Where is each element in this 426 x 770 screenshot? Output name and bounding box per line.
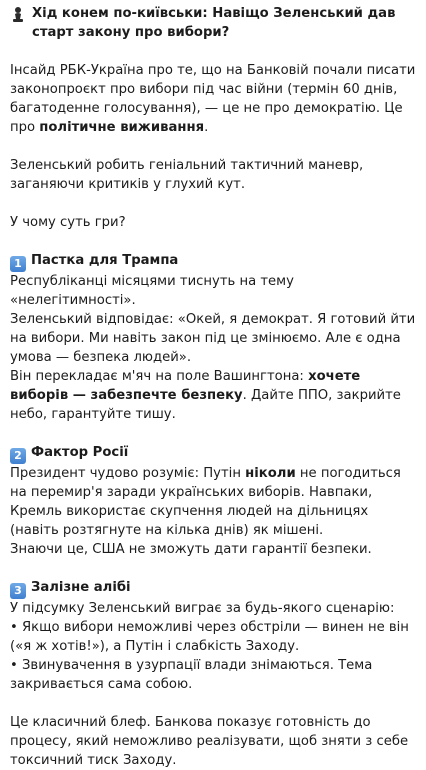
keycap-two-icon: 2: [10, 448, 26, 464]
section-2: [10, 443, 416, 559]
section-3: [10, 578, 416, 694]
post-title: Хід конем по-київськи: Навіщо Зеленський дав старт закону про вибори?: [32, 6, 396, 40]
section-1-line-1: Республіканці місяцями тиснуть на тему «нелегітимності».: [10, 274, 294, 308]
paragraph-conclusion: Це класичний блеф. Банкова показує готовність до процесу, який неможливо реалізувати, щоб зняти з себе токсичний тиск Заходу.: [10, 715, 409, 768]
section-2-line-1-a: Президент чудово розуміє: Путін: [10, 466, 246, 481]
intro-text: Інсайд РБК-Україна про те, що на Банковій почали писати законопроєкт про вибори під час війни (термін 60 днів, багатоденне голосування), — це не про демократію. Це про: [10, 63, 416, 135]
section-2-line-1-bold: ніколи: [245, 466, 296, 481]
section-1: [10, 251, 416, 424]
section-1-line-3-bold: хочете виборів — забезпечте безпеку: [10, 369, 361, 403]
section-3-line-3: • Звинувачення в узурпації влади знімаються. Тема закривається сама собою.: [10, 658, 373, 692]
intro-end: .: [204, 120, 209, 135]
section-2-line-1: [10, 464, 416, 540]
intro-bold: політичне виживання: [39, 120, 205, 135]
keycap-one-icon: 1: [10, 256, 26, 272]
section-3-heading: [10, 578, 416, 599]
section-1-line-3: [10, 367, 416, 424]
post-title-row: [10, 4, 416, 42]
section-1-line-2: Зеленський відповідає: «Окей, я демократ. Я готовий йти на вибори. Ми навіть закон під це змінюємо. Але є одна умова — безпека людей».: [10, 312, 416, 365]
section-1-title: Пастка для Трампа: [31, 253, 179, 268]
paragraph-maneuver: Зеленський робить геніальний тактичний маневр, заганяючи критиків у глухий кут.: [10, 158, 364, 192]
section-1-line-3-a: Він перекладає м'яч на поле Вашингтона:: [10, 369, 309, 384]
section-2-heading: [10, 443, 416, 464]
section-1-heading: [10, 251, 416, 272]
section-3-line-1: У підсумку Зеленський виграє за будь-якого сценарію:: [10, 601, 395, 616]
section-2-title: Фактор Росії: [31, 445, 129, 460]
section-3-line-2: • Якщо вибори неможливі через обстріли — винен не він («я ж хотів!»), а Путін і слабкість Заходу.: [10, 620, 409, 654]
section-3-title: Залізне алібі: [31, 580, 131, 595]
section-2-line-1-c: не погодиться на перемир'я заради українських виборів. Навпаки, Кремль використає скупчення людей на дільницях (навіть розтягнуте на кілька днів) як мішені.: [10, 466, 401, 538]
section-2-line-2: Знаючи це, США не зможуть дати гарантії безпеки.: [10, 542, 372, 557]
paragraph-question: У чому суть гри?: [10, 215, 126, 230]
section-1-line-3-c: . Дайте ППО, закрийте небо, гарантуйте тишу.: [10, 388, 401, 422]
paragraph-intro: [10, 61, 416, 137]
keycap-three-icon: 3: [10, 583, 26, 599]
chess-pawn-icon: [10, 6, 28, 30]
